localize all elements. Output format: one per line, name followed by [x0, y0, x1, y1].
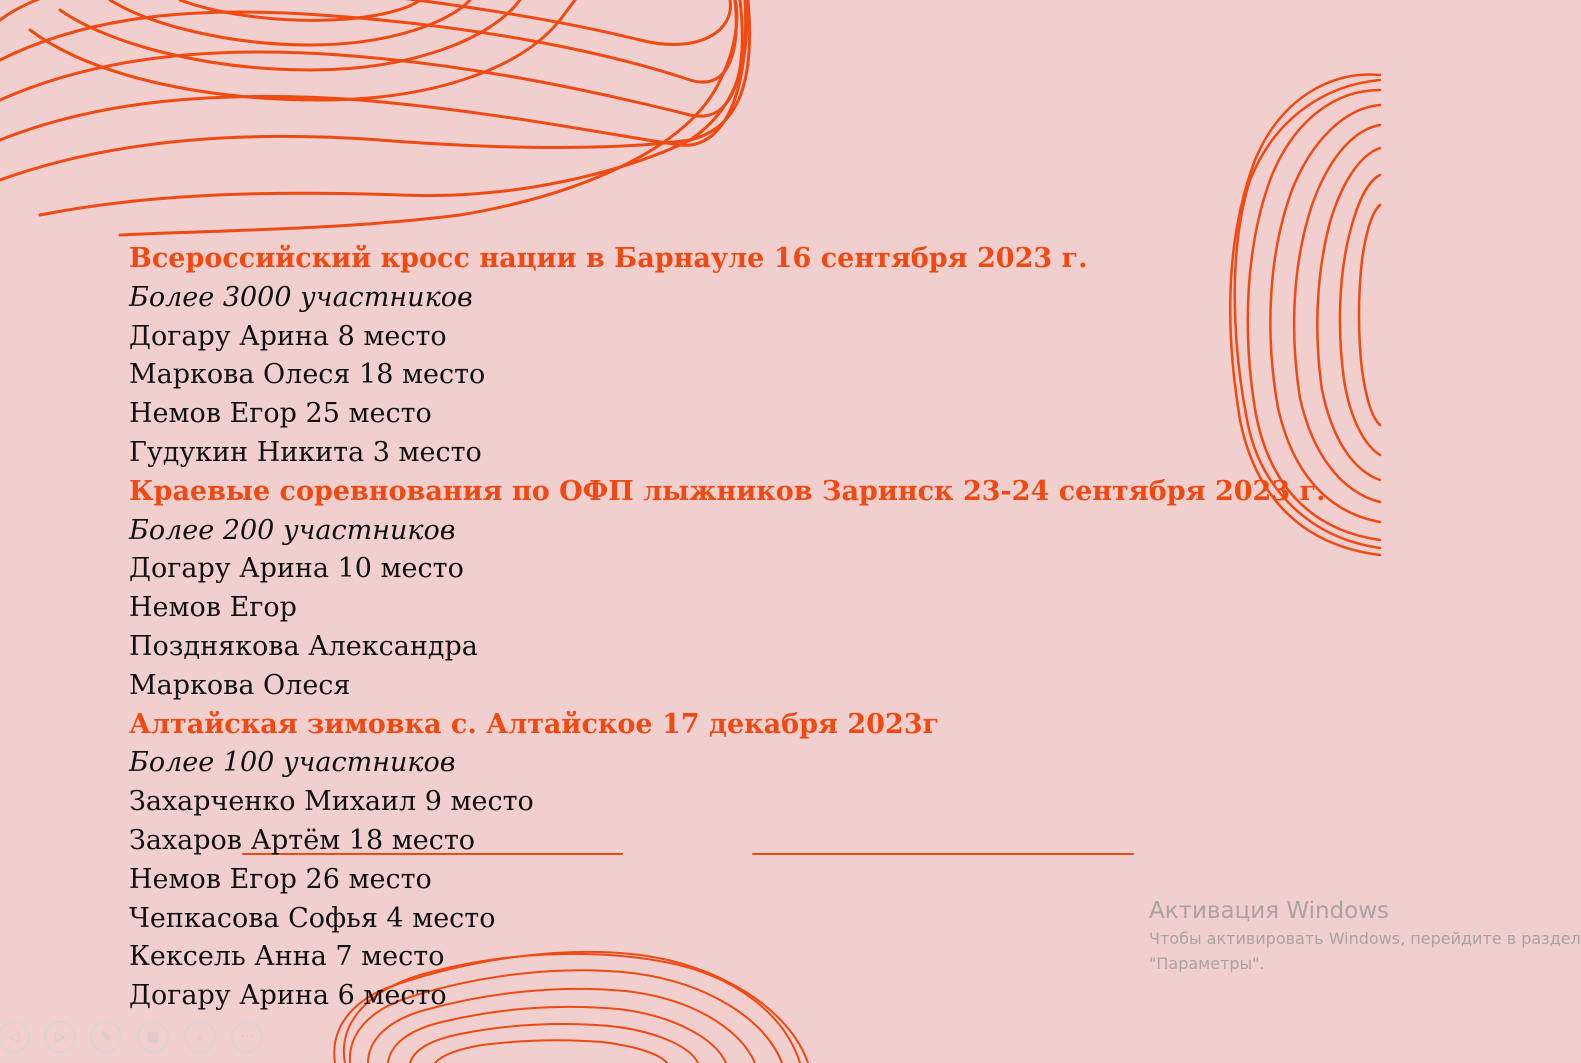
pen-button[interactable]: [90, 1021, 122, 1053]
event-heading-altai-winter: Алтайская зимовка с. Алтайское 17 декабря 2023г: [129, 708, 940, 740]
watermark-line-1: Чтобы активировать Windows, перейдите в раздел: [1149, 929, 1581, 948]
result-line: Немов Егор: [129, 592, 297, 624]
next-slide-button[interactable]: [44, 1021, 76, 1053]
windows-activation-watermark: [1149, 896, 1581, 976]
result-line: Немов Егор 26 место: [129, 863, 432, 895]
arrow-right-icon: ▷: [54, 1029, 66, 1045]
top-contour-ornament: [0, 0, 750, 235]
previous-slide-button[interactable]: [0, 1021, 30, 1053]
result-line: Позднякова Александра: [129, 630, 478, 662]
more-icon: ···: [240, 1029, 254, 1045]
result-line: Догару Арина 6 место: [129, 980, 447, 1012]
slides-overview-button[interactable]: [137, 1021, 169, 1053]
result-line: Кексель Анна 7 место: [129, 941, 445, 973]
slides-grid-icon: ▦: [146, 1029, 160, 1045]
magnifier-icon: ⌕: [196, 1029, 204, 1045]
pen-icon: ✎: [100, 1029, 112, 1045]
participants-count: Более 3000 участников: [129, 281, 473, 313]
result-line: Чепкасова Софья 4 место: [129, 902, 496, 934]
participants-count: Более 100 участников: [129, 747, 456, 779]
result-line: Маркова Олеся 18 место: [129, 359, 486, 391]
result-line: Догару Арина 10 место: [129, 553, 464, 585]
result-line: Захарченко Михаил 9 место: [129, 786, 534, 818]
result-line: Немов Егор 25 место: [129, 398, 432, 430]
event-heading-cross-nation: Всероссийский кросс нации в Барнауле 16 сентября 2023 г.: [129, 243, 1088, 274]
event-heading-ofp-zarinsk: Краевые соревнования по ОФП лыжников Заринск 23-24 сентября 2023 г.: [129, 475, 1326, 507]
watermark-line-2: "Параметры".: [1149, 954, 1265, 973]
result-line: Догару Арина 8 место: [129, 320, 447, 352]
result-line: Гудукин Никита 3 место: [129, 436, 482, 468]
zoom-button[interactable]: [184, 1021, 216, 1053]
watermark-title: Активация Windows: [1149, 898, 1390, 924]
result-line: Захаров Артём 18 место: [129, 824, 476, 856]
more-options-button[interactable]: [231, 1021, 263, 1053]
participants-count: Более 200 участников: [129, 514, 456, 546]
slide-text-body: [129, 240, 1325, 1016]
result-line: Маркова Олеся: [129, 669, 351, 701]
arrow-left-icon: ◁: [8, 1029, 20, 1045]
